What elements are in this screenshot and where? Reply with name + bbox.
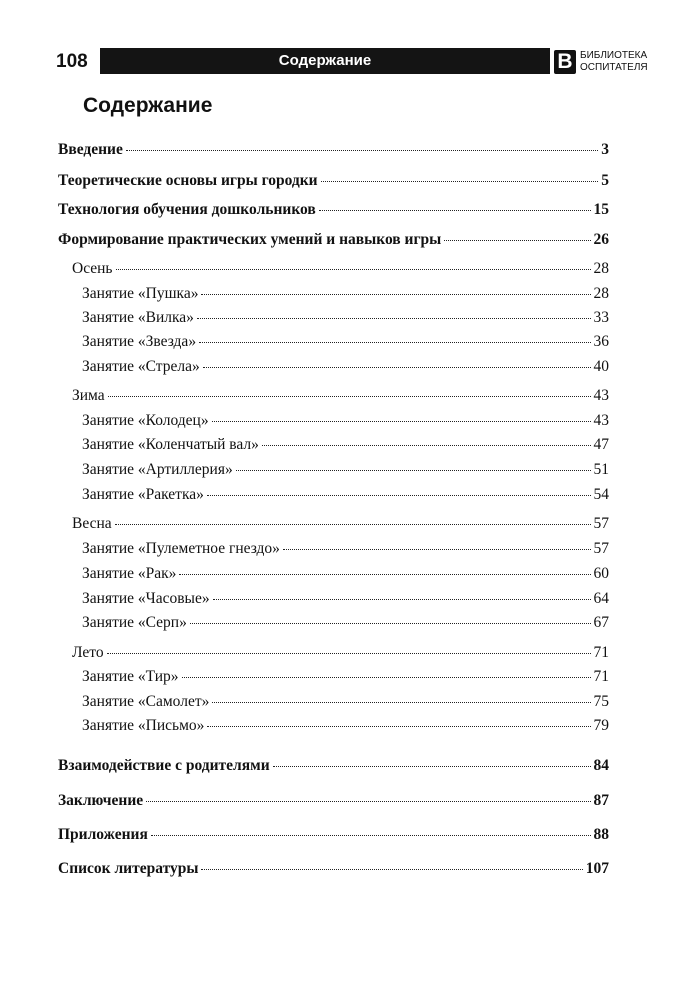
- toc-entry-label: Занятие «Коленчатый вал»: [82, 436, 259, 453]
- toc-entry-label: Занятие «Звезда»: [82, 333, 197, 350]
- toc-entry: [82, 309, 609, 327]
- toc-entry-label: Введение: [58, 141, 123, 158]
- toc-entry: [72, 387, 609, 405]
- dot-leader: [321, 181, 599, 182]
- toc-entry-label: Занятие «Рак»: [82, 565, 177, 582]
- logo-line-2: ОСПИТАТЕЛЯ: [580, 62, 648, 73]
- toc-entry: [82, 461, 609, 479]
- toc-entry-label: Занятие «Вилка»: [82, 309, 194, 326]
- toc-entry: [72, 515, 609, 533]
- dot-leader: [151, 835, 591, 836]
- toc-entry-label: Технология обучения дошкольников: [58, 201, 316, 218]
- toc-entry-label: Занятие «Пулеметное гнездо»: [82, 540, 280, 557]
- dot-leader: [213, 599, 591, 600]
- dot-leader: [182, 677, 591, 678]
- dot-leader: [236, 470, 591, 471]
- toc-entry-label: Занятие «Самолет»: [82, 693, 210, 710]
- header-section-title: Содержание: [100, 48, 550, 74]
- toc-entry: [72, 260, 609, 278]
- dot-leader: [179, 574, 590, 575]
- toc-entry-page: 47: [593, 436, 609, 453]
- toc-entry: [82, 486, 609, 504]
- toc-entry-label: Занятие «Тир»: [82, 668, 179, 685]
- toc-entry-label: Лето: [72, 644, 104, 661]
- toc-entry: [58, 201, 609, 219]
- toc-entry: [72, 644, 609, 662]
- toc-entry-page: 87: [593, 792, 609, 809]
- toc-entry-label: Занятие «Колодец»: [82, 412, 209, 429]
- dot-leader: [190, 623, 591, 624]
- dot-leader: [126, 150, 598, 151]
- dot-leader: [201, 869, 582, 870]
- dot-leader: [444, 240, 590, 241]
- toc-entry: [82, 614, 609, 632]
- toc-entry-page: 28: [593, 260, 609, 277]
- dot-leader: [273, 766, 591, 767]
- toc-entry: [58, 231, 609, 249]
- toc-entry-page: 5: [601, 172, 609, 189]
- series-logo: [554, 50, 674, 76]
- toc-entry-page: 3: [601, 141, 609, 158]
- page-number: 108: [56, 51, 88, 72]
- toc-entry-label: Теоретические основы игры городки: [58, 172, 318, 189]
- toc-entry-label: Занятие «Пушка»: [82, 285, 199, 302]
- toc-entry: [58, 757, 609, 775]
- dot-leader: [319, 210, 591, 211]
- dot-leader: [212, 421, 591, 422]
- logo-line-1: БИБЛИОТЕКА: [580, 50, 648, 61]
- toc-entry-page: 75: [593, 693, 609, 710]
- toc-entry-label: Зима: [72, 387, 105, 404]
- toc-entry-label: Приложения: [58, 826, 148, 843]
- toc-entry: [82, 540, 609, 558]
- toc-entry-label: Занятие «Артиллерия»: [82, 461, 233, 478]
- toc-entry-page: 57: [593, 515, 609, 532]
- dot-leader: [201, 294, 590, 295]
- toc-entry-page: 57: [593, 540, 609, 557]
- dot-leader: [199, 342, 590, 343]
- toc-entry: [58, 792, 609, 810]
- toc-entry-page: 60: [593, 565, 609, 582]
- toc-entry: [58, 141, 609, 159]
- toc-entry-label: Взаимодействие с родителями: [58, 757, 270, 774]
- toc-entry-page: 84: [593, 757, 609, 774]
- toc-entry: [82, 668, 609, 686]
- dot-leader: [146, 801, 590, 802]
- toc-entry: [82, 590, 609, 608]
- toc-entry-label: Занятие «Письмо»: [82, 717, 205, 734]
- toc-entry-page: 79: [593, 717, 609, 734]
- toc-entry-page: 54: [593, 486, 609, 503]
- logo-letter-icon: В: [554, 50, 576, 74]
- toc-entry: [58, 826, 609, 844]
- toc-entry: [82, 565, 609, 583]
- toc-entry: [58, 860, 609, 878]
- dot-leader: [197, 318, 591, 319]
- dot-leader: [115, 524, 591, 525]
- toc-entry-label: Список литературы: [58, 860, 199, 877]
- dot-leader: [108, 396, 591, 397]
- toc-entry-page: 71: [593, 668, 609, 685]
- toc-entry-page: 36: [593, 333, 609, 350]
- toc-entry-label: Весна: [72, 515, 112, 532]
- toc-entry-page: 64: [593, 590, 609, 607]
- toc-entry-page: 51: [593, 461, 609, 478]
- toc-entry-label: Занятие «Часовые»: [82, 590, 210, 607]
- toc-entry: [82, 333, 609, 351]
- page-title: Содержание: [83, 94, 213, 117]
- toc-entry-label: Формирование практических умений и навыков игры: [58, 231, 442, 248]
- toc-entry: [82, 693, 609, 711]
- toc-entry-page: 15: [593, 201, 609, 218]
- toc-entry-page: 88: [593, 826, 609, 843]
- toc-entry-page: 67: [593, 614, 609, 631]
- toc-entry-label: Занятие «Серп»: [82, 614, 187, 631]
- dot-leader: [283, 549, 591, 550]
- toc-entry-page: 33: [593, 309, 609, 326]
- dot-leader: [262, 445, 591, 446]
- toc-entry: [82, 436, 609, 454]
- toc-entry-label: Занятие «Стрела»: [82, 358, 200, 375]
- toc-entry: [82, 285, 609, 303]
- toc-entry: [58, 172, 609, 190]
- dot-leader: [116, 269, 591, 270]
- toc-entry-page: 26: [593, 231, 609, 248]
- dot-leader: [212, 702, 590, 703]
- dot-leader: [207, 726, 590, 727]
- toc-entry-page: 43: [593, 387, 609, 404]
- logo-text: [580, 50, 648, 74]
- toc-entry-page: 40: [593, 358, 609, 375]
- toc-entry-label: Осень: [72, 260, 113, 277]
- toc-entry: [82, 358, 609, 376]
- toc-entry-page: 71: [593, 644, 609, 661]
- dot-leader: [107, 653, 591, 654]
- dot-leader: [203, 367, 591, 368]
- toc-entry-page: 28: [593, 285, 609, 302]
- toc-entry-page: 107: [585, 860, 609, 877]
- toc-entry-label: Занятие «Ракетка»: [82, 486, 204, 503]
- toc-entry: [82, 412, 609, 430]
- toc-entry-label: Заключение: [58, 792, 144, 809]
- dot-leader: [207, 495, 591, 496]
- toc-entry-page: 43: [593, 412, 609, 429]
- toc-entry: [82, 717, 609, 735]
- running-header: [56, 48, 648, 76]
